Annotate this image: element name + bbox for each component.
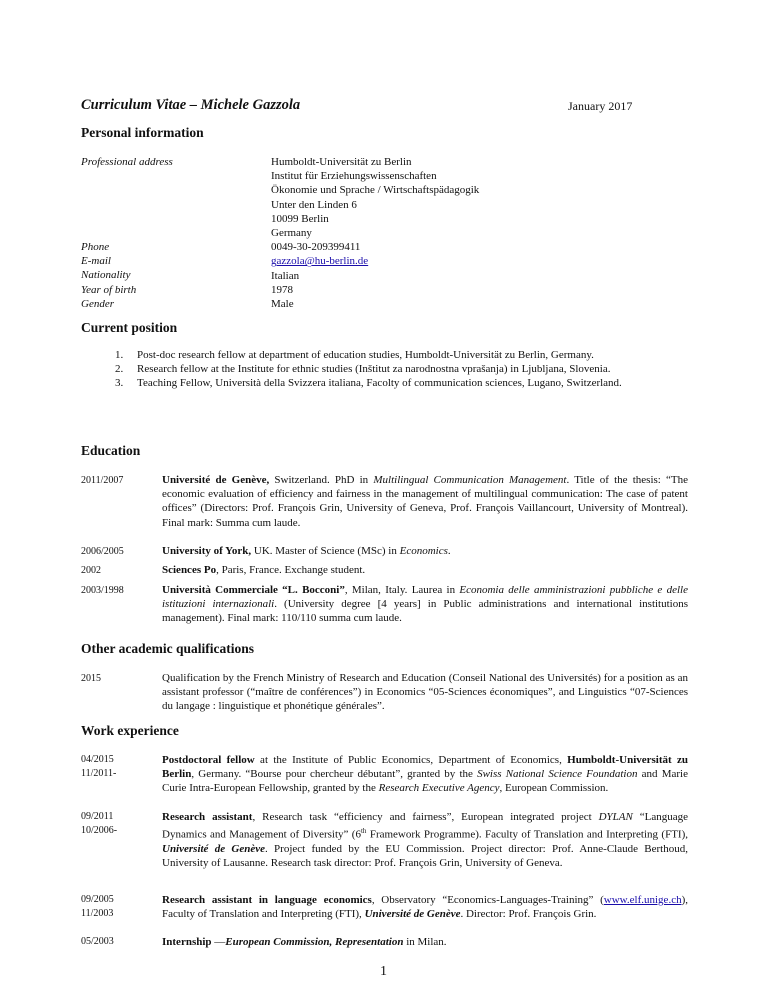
current-position-list — [115, 348, 689, 391]
address-label: Professional address — [81, 156, 173, 168]
address-line: Humboldt-Universität zu Berlin — [271, 156, 412, 168]
section-heading-current: Current position — [81, 320, 178, 335]
elf-link[interactable]: www.elf.unige.ch — [603, 894, 682, 906]
birth-year-label: Year of birth — [81, 283, 137, 296]
address-line: Unter den Linden 6 — [271, 198, 357, 211]
work-entry: Internship —European Commission, Representation in Milan. — [162, 936, 447, 948]
list-item: 3. Teaching Fellow, Università della Svizzera italiana, Facolty of communication sciences, Lugano, Switzerland. — [115, 377, 622, 390]
section-heading-personal: Personal information — [81, 125, 204, 140]
edu-entry: Sciences Po, Paris, France. Exchange student. — [162, 564, 366, 576]
email-link[interactable]: gazzola@hu-berlin.de — [271, 255, 369, 268]
list-item: 1. Post-doc research fellow at department of education studies, Humboldt-Universität zu Berlin, Germany. — [115, 349, 594, 361]
document-date: January 2017 — [568, 99, 633, 113]
edu-date: 2011/2007 — [81, 475, 124, 486]
address-block — [271, 155, 479, 311]
qualification-text: Qualification by the French Ministry of Research and Education (Conseil National des Universités) for a position as an assistant professor (“maître de conférences”) in Economics “05-Sciences économiques”, and Linguistics “07-Sciences du langage : linguistique et phonétique générales”. — [162, 672, 688, 713]
work-dates: 09/2005 11/2003 — [81, 894, 114, 919]
gender-value: Male — [271, 298, 294, 311]
edu-entry: Università Commerciale “L. Bocconi”, Milan, Italy. Laurea in Economia delle amministrazioni pubbliche e delle istituzioni internazionali. (University degree [4 years] in Public administrations and international institutions management). Final mark: 110/110 summa cum laude. — [162, 584, 689, 625]
section-heading-education: Education — [81, 443, 141, 458]
work-entry: Research assistant, Research task “efficiency and fairness”, European integrated project DYLAN “Language Dynamics and Management of Diversity” (6th Framework Programme). Faculty of Translation and Interpreting (FTI), Université de Genève. Project funded by the EU Commission. Project director: Prof. Anne-Claude Berthoud, University of Lausanne. Research task director: Prof. François Grin, University of Geneva. — [162, 811, 689, 870]
birth-year-value: 1978 — [271, 283, 293, 296]
list-item: 2. Research fellow at the Institute for ethnic studies (Inštitut za narodnostna vprašanja) in Ljubljana, Slovenia. — [115, 363, 611, 376]
email-label: E-mail — [81, 255, 111, 268]
work-entry: Research assistant in language economics, Observatory “Economics-Languages-Training” (www.elf.unige.ch), Faculty of Translation and Interpreting (FTI), Université de Genève. Director: Prof. François Grin. — [162, 894, 688, 921]
edu-entry: University of York, UK. Master of Science (MSc) in Economics. — [162, 545, 451, 557]
section-heading-work: Work experience — [81, 723, 179, 738]
work-dates: 09/2011 10/2006- — [81, 811, 118, 836]
nationality-value: Italian — [271, 269, 300, 282]
section-heading-qualifications: Other academic qualifications — [81, 641, 254, 656]
personal-labels — [81, 240, 136, 311]
phone-value: 0049-30-209399411 — [271, 241, 361, 254]
edu-entry: Université de Genève, Switzerland. PhD in Multilingual Communication Management. Title of the thesis: “The economic evaluation of efficiency and fairness in the management of multilingual communication: The case of patent offices” (Directors: Prof. François Grin, University of Geneva, Prof. François Vaillancourt, University of Montreal). Final mark: Summa cum laude. — [162, 474, 689, 529]
address-line: 10099 Berlin — [271, 212, 329, 225]
page-number: 1 — [380, 964, 387, 979]
work-entry: Postdoctoral fellow at the Institute of Public Economics, Department of Economics, Humboldt-Universität zu Berlin, Germany. “Bourse pour chercheur débutant”, granted by the Swiss National Science Foundation and Marie Curie Intra-European Fellowship, granted by the Research Executive Agency, European Commission. — [162, 754, 689, 795]
gender-label: Gender — [81, 297, 114, 310]
address-line: Germany — [271, 227, 312, 240]
address-line: Ökonomie und Sprache / Wirtschaftspädagogik — [271, 184, 480, 197]
nationality-label: Nationality — [81, 269, 131, 282]
phone-label: Phone — [81, 241, 110, 253]
edu-date: 2006/2005 — [81, 546, 124, 557]
edu-date: 2002 — [81, 565, 101, 576]
address-line: Institut für Erziehungswissenschaften — [271, 170, 437, 183]
document-title: Curriculum Vitae – Michele Gazzola — [81, 97, 301, 113]
work-dates: 05/2003 — [81, 936, 114, 947]
edu-date: 2003/1998 — [81, 585, 124, 596]
qualification-date: 2015 — [81, 673, 101, 684]
work-dates: 04/2015 11/2011- — [81, 754, 117, 779]
